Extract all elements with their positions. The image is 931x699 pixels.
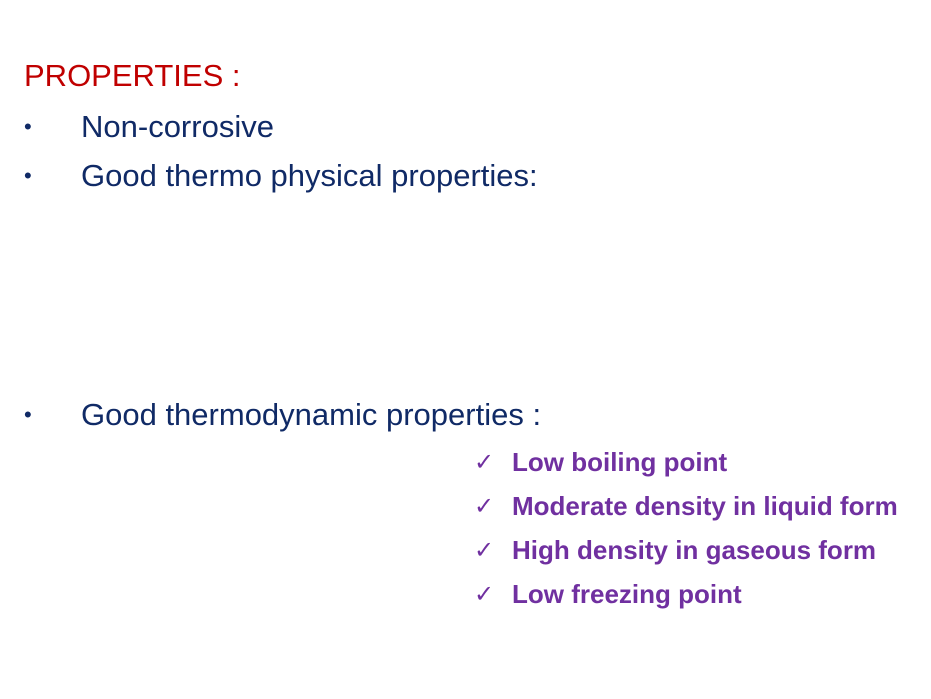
- bullet-item: [24, 107, 904, 147]
- list-item: [474, 532, 914, 568]
- bullet-item: [24, 156, 904, 196]
- list-item-text: High density in gaseous form: [512, 535, 877, 565]
- list-item-text: Moderate density in liquid form: [512, 491, 898, 521]
- bullet-text: Non-corrosive: [81, 109, 274, 144]
- thermodynamic-properties-list: [474, 444, 914, 620]
- list-item: [474, 576, 914, 612]
- list-item-text: Low boiling point: [512, 447, 728, 477]
- list-item: [474, 444, 914, 480]
- bullet-dot-icon: •: [24, 402, 32, 427]
- bullet-item: [24, 395, 904, 435]
- checkmark-icon: ✓: [474, 448, 495, 476]
- bullet-dot-icon: •: [24, 163, 32, 188]
- bullet-text: Good thermo physical properties:: [81, 158, 538, 193]
- checkmark-icon: ✓: [474, 536, 495, 564]
- checkmark-icon: ✓: [474, 580, 495, 608]
- bullet-dot-icon: •: [24, 114, 32, 139]
- list-item-text: Low freezing point: [512, 579, 742, 609]
- slide-heading: PROPERTIES :: [24, 58, 241, 93]
- bullet-text: Good thermodynamic properties :: [81, 397, 542, 432]
- list-item: [474, 488, 914, 524]
- checkmark-icon: ✓: [474, 492, 495, 520]
